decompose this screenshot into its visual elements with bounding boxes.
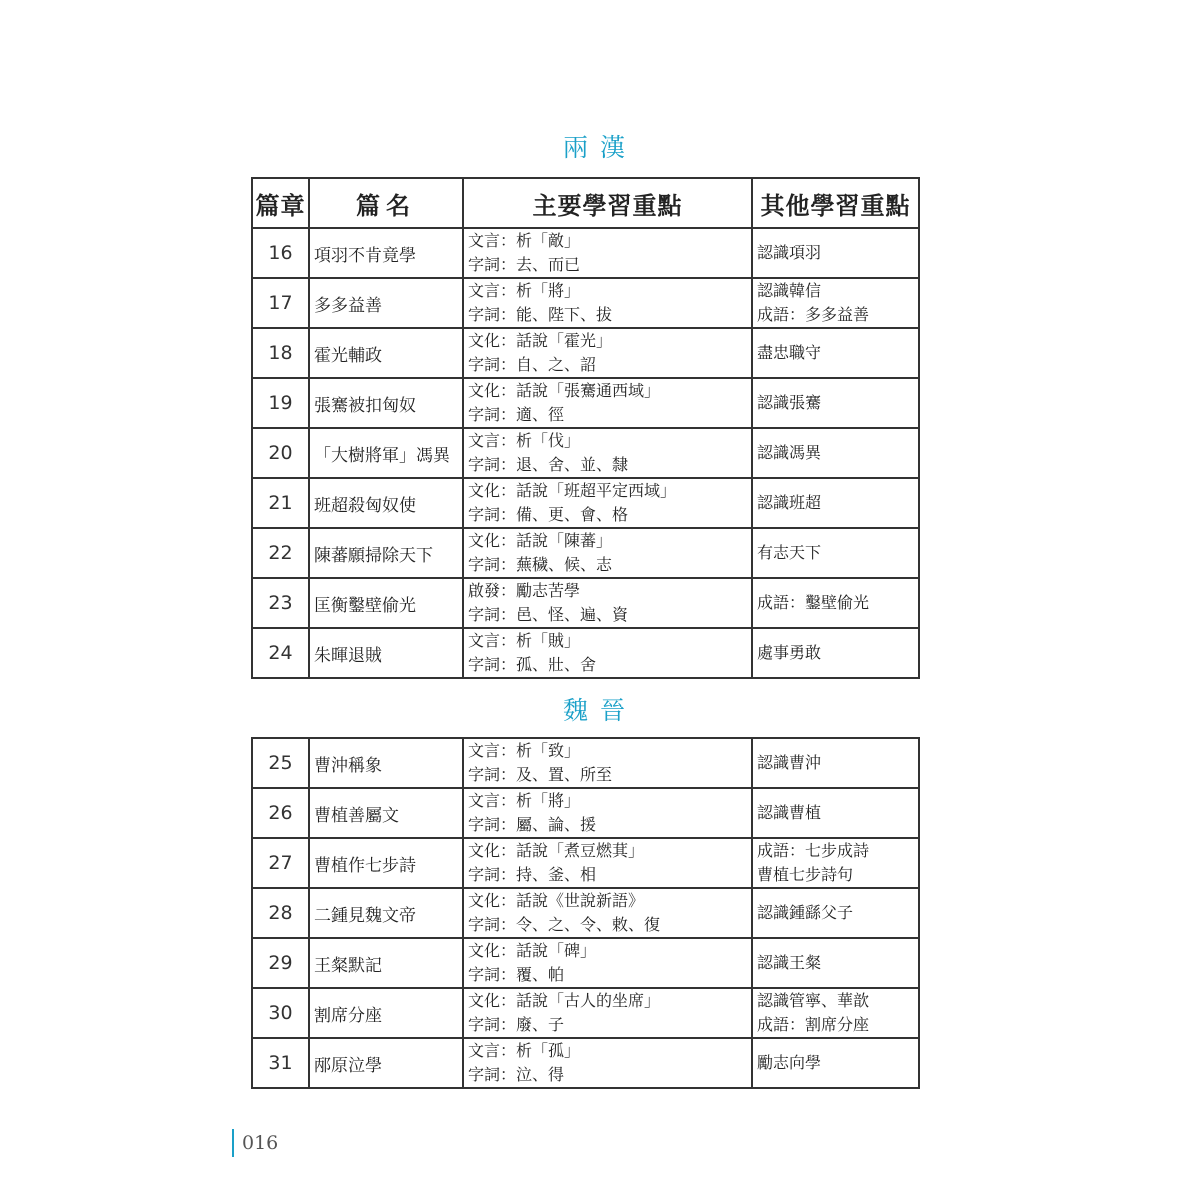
main-point-line: 字詞：自、之、詔 xyxy=(468,355,597,374)
main-points-cell xyxy=(463,428,752,478)
chapter-title: 二鍾見魏文帝 xyxy=(309,888,463,938)
chapter-title: 多多益善 xyxy=(309,278,463,328)
table-row xyxy=(252,278,919,328)
table-row xyxy=(252,838,919,888)
other-point-line: 認識班超 xyxy=(757,493,822,512)
chapter-number: 19 xyxy=(252,378,309,428)
other-point-line: 認識馮異 xyxy=(757,443,822,462)
main-point-line: 文化：話說「班超平定西域」 xyxy=(468,481,677,500)
other-point-line: 盡忠職守 xyxy=(757,343,822,362)
main-point-line: 文言：析「致」 xyxy=(468,741,581,760)
other-points-cell xyxy=(752,528,919,578)
chapter-title: 霍光輔政 xyxy=(309,328,463,378)
other-points-cell xyxy=(752,328,919,378)
main-point-line: 字詞：泣、得 xyxy=(468,1065,565,1084)
chapter-title: 匡衡鑿壁偷光 xyxy=(309,578,463,628)
chapter-title: 王粲默記 xyxy=(309,938,463,988)
table-row xyxy=(252,478,919,528)
main-points-cell xyxy=(463,788,752,838)
chapter-number: 31 xyxy=(252,1038,309,1088)
chapter-number: 21 xyxy=(252,478,309,528)
other-point-line: 認識曹植 xyxy=(757,803,822,822)
main-point-line: 字詞：適、徑 xyxy=(468,405,565,424)
other-points-cell xyxy=(752,628,919,678)
table-row xyxy=(252,938,919,988)
main-point-line: 字詞：退、舍、並、隸 xyxy=(468,455,629,474)
other-points-cell xyxy=(752,478,919,528)
table-row xyxy=(252,888,919,938)
main-point-line: 文言：析「將」 xyxy=(468,281,581,300)
main-points-cell xyxy=(463,278,752,328)
main-point-line: 文化：話說「陳蕃」 xyxy=(468,531,613,550)
chapter-title: 陳蕃願掃除天下 xyxy=(309,528,463,578)
table-header-row xyxy=(252,178,919,228)
other-points-cell xyxy=(752,578,919,628)
table-row xyxy=(252,378,919,428)
other-point-line: 成語：多多益善 xyxy=(757,305,870,324)
other-points-cell xyxy=(752,788,919,838)
study-table-han xyxy=(251,177,920,679)
main-point-line: 字詞：孤、壯、舍 xyxy=(468,655,597,674)
section-title-weijin: 魏晉 xyxy=(562,696,637,725)
table-row xyxy=(252,628,919,678)
other-point-line: 成語：七步成詩 xyxy=(757,841,870,860)
main-point-line: 文化：話說「碑」 xyxy=(468,941,597,960)
main-point-line: 字詞：持、釜、相 xyxy=(468,865,597,884)
table-row xyxy=(252,578,919,628)
other-points-cell xyxy=(752,228,919,278)
chapter-title: 曹植作七步詩 xyxy=(309,838,463,888)
main-point-line: 字詞：及、置、所至 xyxy=(468,765,613,784)
other-point-line: 認識韓信 xyxy=(757,281,822,300)
other-point-line: 認識王粲 xyxy=(757,953,822,972)
chapter-title: 朱暉退賊 xyxy=(309,628,463,678)
main-point-line: 字詞：蕪穢、候、志 xyxy=(468,555,613,574)
main-point-line: 字詞：覆、帕 xyxy=(468,965,565,984)
chapter-title: 邴原泣學 xyxy=(309,1038,463,1088)
other-points-cell xyxy=(752,738,919,788)
chapter-number: 29 xyxy=(252,938,309,988)
other-point-line: 處事勇敢 xyxy=(757,643,822,662)
main-point-line: 字詞：去、而已 xyxy=(468,255,581,274)
other-points-cell xyxy=(752,938,919,988)
other-point-line: 認識項羽 xyxy=(757,243,822,262)
other-point-line: 成語：割席分座 xyxy=(757,1015,870,1034)
main-points-cell xyxy=(463,988,752,1038)
other-points-cell xyxy=(752,838,919,888)
study-table-weijin xyxy=(251,737,920,1089)
chapter-title: 割席分座 xyxy=(309,988,463,1038)
chapter-number: 30 xyxy=(252,988,309,1038)
other-points-cell xyxy=(752,428,919,478)
main-point-line: 文化：話說「張騫通西域」 xyxy=(468,381,661,400)
main-points-cell xyxy=(463,378,752,428)
other-point-line: 認識曹沖 xyxy=(757,753,822,772)
chapter-title: 曹植善屬文 xyxy=(309,788,463,838)
chapter-number: 20 xyxy=(252,428,309,478)
main-point-line: 字詞：廢、子 xyxy=(468,1015,565,1034)
chapter-title: 曹沖稱象 xyxy=(309,738,463,788)
other-points-cell xyxy=(752,278,919,328)
chapter-number: 27 xyxy=(252,838,309,888)
main-point-line: 文言：析「伐」 xyxy=(468,431,581,450)
chapter-number: 24 xyxy=(252,628,309,678)
main-points-cell xyxy=(463,578,752,628)
table-row xyxy=(252,428,919,478)
main-point-line: 文言：析「賊」 xyxy=(468,631,581,650)
chapter-number: 25 xyxy=(252,738,309,788)
header-other-points: 其他學習重點 xyxy=(752,178,919,228)
other-points-cell xyxy=(752,1038,919,1088)
main-point-line: 字詞：令、之、令、敕、復 xyxy=(468,915,661,934)
chapter-title: 張騫被扣匈奴 xyxy=(309,378,463,428)
other-point-line: 勵志向學 xyxy=(757,1053,822,1072)
main-points-cell xyxy=(463,888,752,938)
main-point-line: 文化：話說「煮豆燃萁」 xyxy=(468,841,645,860)
main-points-cell xyxy=(463,938,752,988)
main-points-cell xyxy=(463,328,752,378)
chapter-number: 23 xyxy=(252,578,309,628)
main-points-cell xyxy=(463,228,752,278)
other-point-line: 認識張騫 xyxy=(757,393,822,412)
table-row xyxy=(252,788,919,838)
chapter-title: 項羽不肯竟學 xyxy=(309,228,463,278)
other-point-line: 有志天下 xyxy=(757,543,822,562)
main-points-cell xyxy=(463,478,752,528)
main-point-line: 文言：析「將」 xyxy=(468,791,581,810)
other-point-line: 認識管寧、華歆 xyxy=(757,991,870,1010)
main-point-line: 字詞：屬、論、援 xyxy=(468,815,597,834)
table-row xyxy=(252,738,919,788)
main-point-line: 文化：話說「霍光」 xyxy=(468,331,613,350)
chapter-title: 「大樹將軍」馮異 xyxy=(309,428,463,478)
main-point-line: 字詞：備、更、會、格 xyxy=(468,505,629,524)
main-points-cell xyxy=(463,838,752,888)
header-chapter: 篇章 xyxy=(252,178,309,228)
main-points-cell xyxy=(463,1038,752,1088)
table-row xyxy=(252,528,919,578)
other-point-line: 認識鍾繇父子 xyxy=(757,903,854,922)
chapter-number: 22 xyxy=(252,528,309,578)
main-points-cell xyxy=(463,738,752,788)
main-point-line: 字詞：能、陛下、拔 xyxy=(468,305,613,324)
main-point-line: 文言：析「孤」 xyxy=(468,1041,581,1060)
table-row xyxy=(252,228,919,278)
table-row xyxy=(252,988,919,1038)
other-points-cell xyxy=(752,378,919,428)
main-points-cell xyxy=(463,528,752,578)
main-point-line: 文化：話說《世說新語》 xyxy=(468,891,645,910)
page-number: 016 xyxy=(232,1129,278,1157)
main-points-cell xyxy=(463,628,752,678)
header-title: 篇名 xyxy=(309,178,463,228)
main-point-line: 文化：話說「古人的坐席」 xyxy=(468,991,661,1010)
chapter-number: 18 xyxy=(252,328,309,378)
main-point-line: 文言：析「敵」 xyxy=(468,231,581,250)
chapter-number: 28 xyxy=(252,888,309,938)
other-point-line: 成語：鑿壁偷光 xyxy=(757,593,870,612)
chapter-number: 17 xyxy=(252,278,309,328)
header-main-points: 主要學習重點 xyxy=(463,178,752,228)
main-point-line: 啟發：勵志苦學 xyxy=(468,581,581,600)
section-title-han: 兩漢 xyxy=(562,133,637,162)
chapter-number: 16 xyxy=(252,228,309,278)
main-point-line: 字詞：邑、怪、遍、資 xyxy=(468,605,629,624)
other-points-cell xyxy=(752,888,919,938)
chapter-number: 26 xyxy=(252,788,309,838)
chapter-title: 班超殺匈奴使 xyxy=(309,478,463,528)
other-points-cell xyxy=(752,988,919,1038)
other-point-line: 曹植七步詩句 xyxy=(757,865,854,884)
table-row xyxy=(252,1038,919,1088)
table-row xyxy=(252,328,919,378)
